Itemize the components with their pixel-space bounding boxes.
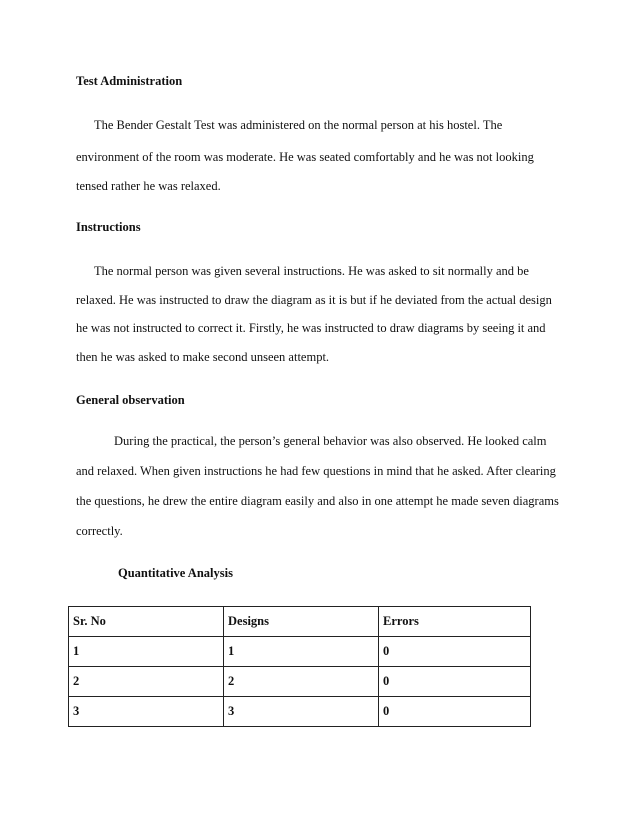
- paragraph-line: tensed rather he was relaxed.: [76, 179, 221, 193]
- section-heading-test-administration: Test Administration: [76, 74, 183, 88]
- column-header-errors: Errors: [379, 607, 531, 637]
- paragraph-line: relaxed. He was instructed to draw the diagram as it is but if he deviated from the actual design: [76, 293, 552, 307]
- cell-errors: 0: [379, 667, 531, 697]
- cell-sr-no: 2: [69, 667, 224, 697]
- column-header-sr-no: Sr. No: [69, 607, 224, 637]
- paragraph-line: he was not instructed to correct it. Firstly, he was instructed to draw diagrams by seeing it and: [76, 321, 546, 335]
- table-row: [69, 637, 531, 667]
- paragraph-line: correctly.: [76, 524, 123, 538]
- paragraph-line: During the practical, the person’s general behavior was also observed. He looked calm: [114, 434, 547, 448]
- paragraph-line: The normal person was given several instructions. He was asked to sit normally and be: [94, 264, 529, 278]
- cell-errors: 0: [379, 697, 531, 727]
- table-row: [69, 667, 531, 697]
- paragraph-line: environment of the room was moderate. He was seated comfortably and he was not looking: [76, 150, 534, 164]
- column-header-designs: Designs: [224, 607, 379, 637]
- cell-designs: 1: [224, 637, 379, 667]
- cell-designs: 2: [224, 667, 379, 697]
- cell-sr-no: 1: [69, 637, 224, 667]
- paragraph-line: and relaxed. When given instructions he had few questions in mind that he asked. After clearing: [76, 464, 556, 478]
- section-heading-instructions: Instructions: [76, 220, 141, 234]
- results-table: [68, 606, 531, 727]
- paragraph-line: then he was asked to make second unseen attempt.: [76, 350, 330, 364]
- section-heading-general-observation: General observation: [76, 393, 185, 407]
- section-heading-quantitative-analysis: Quantitative Analysis: [118, 566, 233, 580]
- paragraph-line: The Bender Gestalt Test was administered on the normal person at his hostel. The: [94, 118, 503, 132]
- table-row: [69, 697, 531, 727]
- paragraph-line: the questions, he drew the entire diagram easily and also in one attempt he made seven diagrams: [76, 494, 559, 508]
- cell-errors: 0: [379, 637, 531, 667]
- table-header-row: [69, 607, 531, 637]
- cell-designs: 3: [224, 697, 379, 727]
- cell-sr-no: 3: [69, 697, 224, 727]
